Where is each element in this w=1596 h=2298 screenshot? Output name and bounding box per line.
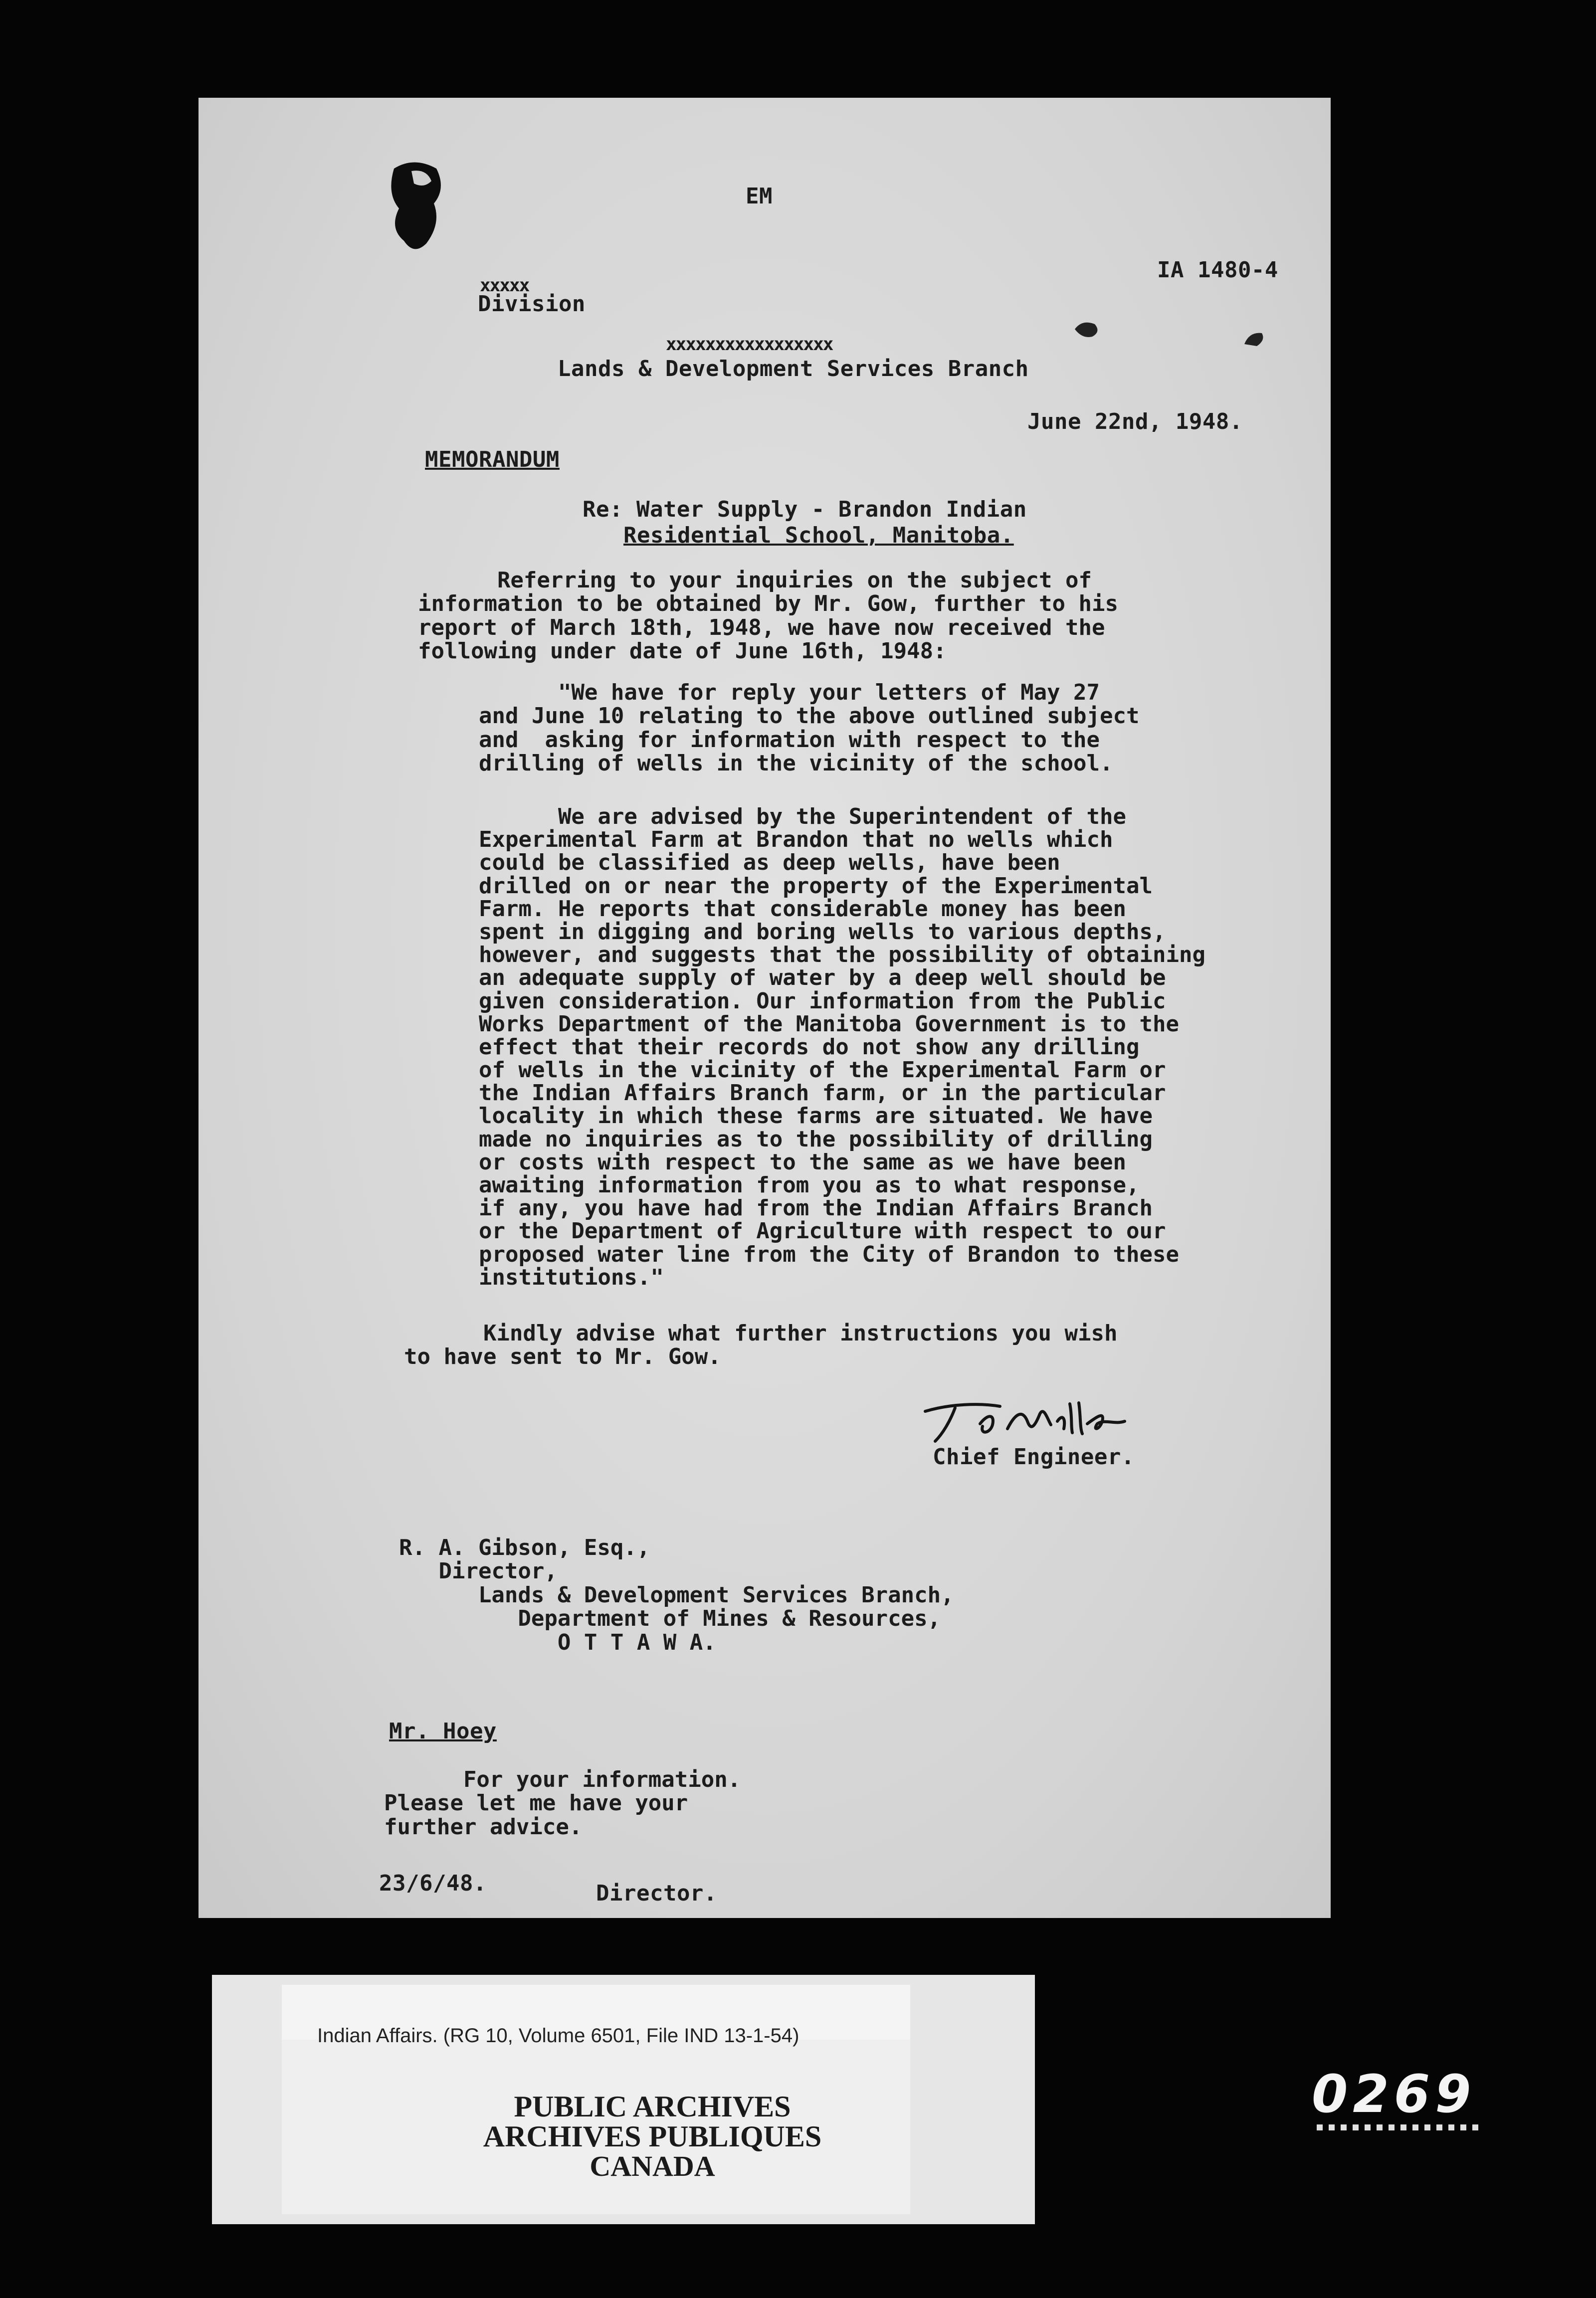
handwritten-signature	[920, 1394, 1170, 1449]
division-label: Division	[478, 291, 586, 317]
text-line: "We have for reply your letters of May 27	[479, 680, 1100, 705]
re-line-2: Residential School, Manitoba.	[623, 523, 1014, 548]
text-line: institutions."	[479, 1264, 664, 1290]
text-line: For your information.	[384, 1767, 741, 1792]
struck-out-text: xxxxx	[480, 275, 529, 296]
archive-stamp-line-1: PUBLIC ARCHIVES	[514, 2090, 791, 2123]
text-line: of wells in the vicinity of the Experimental Farm or	[479, 1057, 1166, 1083]
text-line: an adequate supply of water by a deep well should be	[479, 965, 1166, 991]
memo-initials: EM	[746, 184, 773, 209]
text-line: Department of Mines & Resources,	[399, 1606, 941, 1632]
signature-title: Chief Engineer.	[933, 1444, 1135, 1470]
closing-paragraph	[404, 1322, 1117, 1369]
text-line: effect that their records do not show any drilling	[479, 1034, 1140, 1060]
file-number: IA 1480-4	[1157, 257, 1278, 283]
frame-number: 0269	[1312, 2064, 1476, 2124]
text-line: made no inquiries as to the possibility of drilling	[479, 1126, 1153, 1152]
memo-date: June 22nd, 1948.	[1027, 409, 1243, 434]
branch-name: Lands & Development Services Branch	[558, 356, 1029, 382]
text-line: spent in digging and boring wells to various depths,	[479, 919, 1166, 945]
text-line: drilled on or near the property of the Experimental	[479, 873, 1153, 899]
text-line: Kindly advise what further instructions you wish	[404, 1321, 1118, 1346]
text-line: O T T A W A.	[399, 1629, 716, 1655]
text-line: further advice.	[384, 1814, 583, 1840]
text-line: awaiting information from you as to what response,	[479, 1172, 1140, 1198]
text-line: given consideration. Our information from the Public	[479, 988, 1166, 1014]
text-line: Experimental Farm at Brandon that no wells which	[479, 827, 1113, 853]
intro-paragraph	[418, 569, 1118, 663]
text-line: to have sent to Mr. Gow.	[404, 1344, 721, 1370]
addressee-block	[399, 1536, 954, 1654]
text-line: Please let me have your	[384, 1790, 688, 1816]
quote-paragraph-2	[479, 805, 1205, 1289]
text-line: and June 10 relating to the above outlined subject	[479, 703, 1140, 729]
archive-stamp-line-3: CANADA	[590, 2150, 715, 2182]
memo-type: MEMORANDUM	[425, 447, 560, 472]
text-line: Works Department of the Manitoba Government is to the	[479, 1011, 1179, 1037]
ink-smudge	[1072, 319, 1102, 339]
quote-paragraph-1	[479, 681, 1140, 775]
text-line: information to be obtained by Mr. Gow, further to his	[418, 591, 1118, 617]
text-line: Referring to your inquiries on the subject of	[418, 568, 1092, 593]
text-line: or the Department of Agriculture with respect to our	[479, 1218, 1166, 1244]
re-line-1: Re: Water Supply - Brandon Indian	[583, 497, 1027, 522]
routing-date: 23/6/48.	[379, 1871, 487, 1896]
routing-name: Mr. Hoey	[389, 1719, 497, 1744]
text-line: locality in which these farms are situated. We have	[479, 1103, 1153, 1129]
text-line: the Indian Affairs Branch farm, or in the particular	[479, 1080, 1166, 1106]
text-line: and asking for information with respect to the	[479, 727, 1100, 753]
text-line: drilling of wells in the vicinity of the school.	[479, 751, 1113, 776]
text-line: following under date of June 16th, 1948:	[418, 638, 947, 664]
text-line: or costs with respect to the same as we have been	[479, 1149, 1127, 1175]
ink-smudge	[1242, 329, 1267, 349]
page-hole-mark	[384, 159, 449, 258]
text-line: if any, you have had from the Indian Affairs Branch	[479, 1195, 1153, 1221]
struck-out-text: xxxxxxxxxxxxxxxxx	[666, 334, 833, 355]
routing-note	[384, 1768, 741, 1839]
archive-stamp-line-2: ARCHIVES PUBLIQUES	[483, 2120, 822, 2153]
text-line: proposed water line from the City of Brandon to these	[479, 1241, 1179, 1267]
text-line: Director,	[399, 1558, 558, 1584]
text-line: report of March 18th, 1948, we have now received the	[418, 614, 1105, 640]
routing-signoff: Director.	[596, 1881, 717, 1906]
text-line: We are advised by the Superintendent of the	[479, 804, 1127, 829]
archive-reference: Indian Affairs. (RG 10, Volume 6501, File IND 13-1-54)	[317, 2025, 799, 2047]
text-line: could be classified as deep wells, have been	[479, 850, 1060, 876]
frame-ruler-marks	[1317, 2124, 1486, 2131]
text-line: however, and suggests that the possibility of obtaining	[479, 942, 1205, 968]
text-line: Farm. He reports that considerable money has been	[479, 896, 1127, 922]
text-line: R. A. Gibson, Esq.,	[399, 1535, 650, 1560]
text-line: Lands & Development Services Branch,	[399, 1582, 954, 1608]
